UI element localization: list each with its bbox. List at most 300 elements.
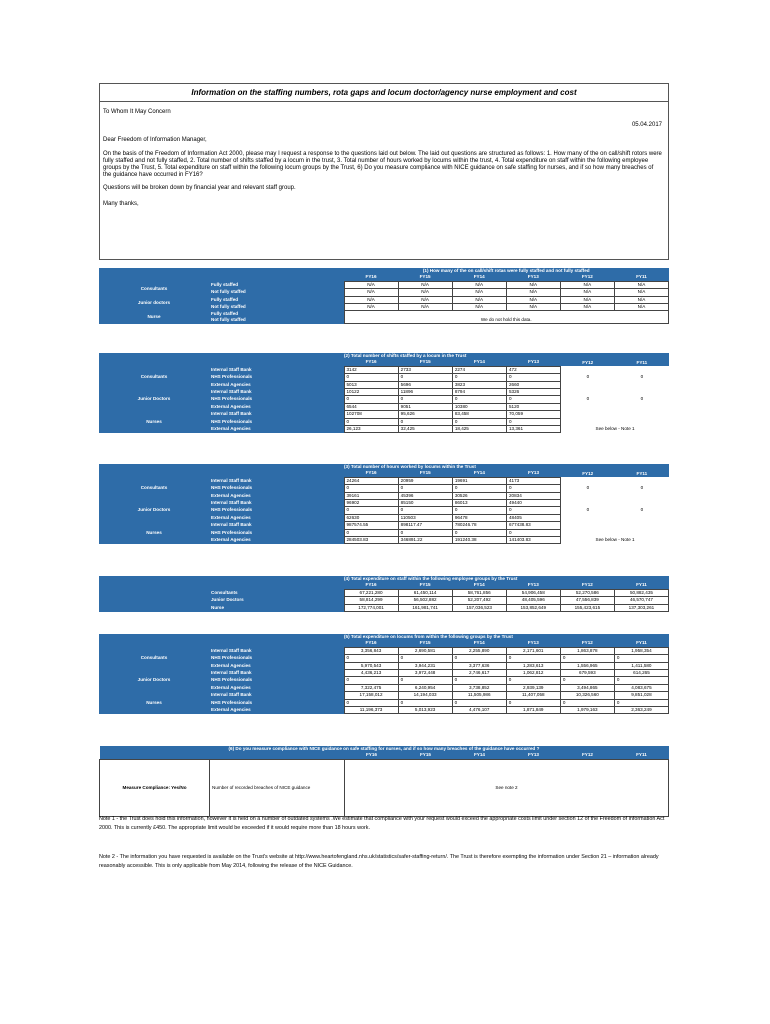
cell: 54,906,458 bbox=[506, 589, 560, 596]
cell: 0 bbox=[614, 677, 668, 684]
cell: 2,255,890 bbox=[452, 647, 506, 654]
row-label: External Agencies bbox=[209, 426, 344, 433]
year-header: FY12 bbox=[560, 640, 614, 647]
row-label: Not fully staffed bbox=[209, 317, 344, 323]
year-header: FY15 bbox=[398, 582, 452, 589]
cell: 32,425 bbox=[398, 426, 452, 433]
title-divider bbox=[100, 101, 668, 102]
year-header: FY16 bbox=[344, 582, 398, 589]
cell: N/A bbox=[452, 296, 506, 303]
cell: 8794 bbox=[452, 389, 506, 396]
cell bbox=[615, 492, 669, 499]
cell: 161,981,741 bbox=[398, 604, 452, 611]
cell: 56,502,882 bbox=[398, 597, 452, 604]
row-label: Junior Doctors bbox=[209, 597, 344, 604]
cell: N/A bbox=[506, 289, 560, 296]
cell: 0 bbox=[398, 699, 452, 706]
cell: 0 bbox=[398, 677, 452, 684]
letter-body: On the basis of the Freedom of Information Act 2000, please may I request a response to the questions laid out below. The laid out questions are structured as follows: 1. How many of the on call/shift rotors were fully staffed and not fully staffed, 2. Total number of shifts staffed by a locum in the trust, 3. Total number of hours worked by locums within the trust, 4. Total expenditure on staff within the following employee groups by the Trust, 5. Total expenditure on staff within the following locum groups by the Trust, 6) Do you measure compliance with NICE guidance on safe staffing for nurses, and if so how many breaches of the guidance have occurred in FY16? bbox=[103, 151, 662, 178]
row-label: External Agencies bbox=[209, 514, 344, 521]
cell: 86013 bbox=[452, 500, 506, 507]
section-2 bbox=[99, 353, 669, 433]
row-label: NHS Professionals bbox=[209, 655, 344, 662]
cell: N/A bbox=[614, 304, 668, 311]
section-4-title: (4) Total expenditure on staff within the following employee groups by the Trust bbox=[344, 576, 669, 582]
cell: 0 bbox=[398, 418, 452, 425]
cell: 45396 bbox=[398, 492, 452, 499]
row-label: Not fully staffed bbox=[209, 304, 344, 311]
cell: 5326 bbox=[506, 389, 560, 396]
group-label: Consultants bbox=[99, 647, 209, 669]
cell bbox=[615, 477, 669, 484]
cell: 2,690,581 bbox=[398, 647, 452, 654]
year-header: FY16 bbox=[345, 752, 399, 759]
cell: 11,407,058 bbox=[506, 692, 560, 699]
cell: 0 bbox=[506, 507, 560, 514]
group-label: Nurses bbox=[99, 411, 209, 433]
year-header: FY11 bbox=[615, 359, 669, 366]
row-label: Consultants bbox=[209, 589, 344, 596]
cell: 5,970,543 bbox=[344, 662, 398, 669]
section-6 bbox=[99, 746, 669, 817]
cell: 0 bbox=[506, 418, 560, 425]
nurse-no-data-note: We do not hold this data. bbox=[344, 311, 669, 324]
row-label: NHS Professionals bbox=[209, 396, 344, 403]
year-header: FY13 bbox=[506, 470, 560, 477]
cell: 0 bbox=[344, 374, 398, 381]
year-header: FY16 bbox=[344, 274, 398, 281]
cell: 48,405,596 bbox=[506, 597, 560, 604]
year-header: FY14 bbox=[452, 274, 506, 281]
cell: N/A bbox=[452, 304, 506, 311]
nurse-note-ref: See below - Note 1 bbox=[595, 537, 635, 543]
row-label: Internal Staff Bank bbox=[209, 500, 344, 507]
section-1 bbox=[99, 268, 669, 324]
cell: 0 bbox=[506, 374, 560, 381]
year-header: FY15 bbox=[398, 640, 452, 647]
cell: 62630 bbox=[344, 514, 398, 521]
cell: 0 bbox=[614, 699, 668, 706]
row-label: Internal Staff Bank bbox=[209, 477, 344, 484]
cell: 5013 bbox=[344, 381, 398, 388]
cell: N/A bbox=[614, 296, 668, 303]
cell: 1,979,163 bbox=[560, 707, 614, 714]
cell: N/A bbox=[452, 289, 506, 296]
row-label: NHS Professionals bbox=[209, 699, 344, 706]
cell: 2,171,601 bbox=[506, 647, 560, 654]
year-header: FY12 bbox=[561, 359, 615, 366]
table-row bbox=[100, 759, 669, 816]
cell: 0 bbox=[398, 396, 452, 403]
cell: 0 bbox=[506, 485, 560, 492]
cell: 0 bbox=[398, 485, 452, 492]
cell: 0 bbox=[452, 529, 506, 536]
cell bbox=[561, 403, 615, 410]
cell: 30526 bbox=[452, 492, 506, 499]
table-row bbox=[99, 296, 669, 303]
table-row bbox=[99, 522, 669, 529]
row-label: Internal Staff Bank bbox=[209, 411, 344, 418]
row-label: External Agencies bbox=[209, 537, 344, 544]
cell: 155,423,615 bbox=[560, 604, 614, 611]
row-label: Nurse bbox=[209, 604, 344, 611]
cell bbox=[615, 529, 669, 536]
year-header: FY13 bbox=[506, 640, 560, 647]
cell: 0 bbox=[614, 655, 668, 662]
cell: 11,196,373 bbox=[344, 707, 398, 714]
cell: 9051 bbox=[398, 403, 452, 410]
year-header: FY12 bbox=[560, 274, 614, 281]
year-header: FY16 bbox=[344, 359, 398, 366]
cell: 95,626 bbox=[398, 411, 452, 418]
row-label: Internal Staff Bank bbox=[209, 366, 344, 373]
cell: 1,863,878 bbox=[560, 647, 614, 654]
cell: N/A bbox=[614, 281, 668, 288]
cell: 50,882,435 bbox=[614, 589, 668, 596]
group-label: Consultants bbox=[99, 477, 209, 499]
group-label: Consultants bbox=[99, 366, 209, 388]
cell: N/A bbox=[344, 304, 398, 311]
cell: 4,476,107 bbox=[452, 707, 506, 714]
cell bbox=[561, 492, 615, 499]
row-label: NHS Professionals bbox=[209, 507, 344, 514]
cell: N/A bbox=[398, 296, 452, 303]
cell: 4,436,213 bbox=[344, 670, 398, 677]
cell: 47,556,839 bbox=[560, 597, 614, 604]
cell bbox=[615, 514, 669, 521]
addressee: To Whom It May Concern bbox=[103, 109, 171, 115]
cell: 61,450,114 bbox=[398, 589, 452, 596]
cell: 10122 bbox=[344, 389, 398, 396]
section-3 bbox=[99, 464, 669, 544]
row-label: Fully staffed bbox=[209, 281, 344, 288]
cell: 153,852,649 bbox=[506, 604, 560, 611]
group-label: Nurses bbox=[99, 692, 209, 714]
row-label: External Agencies bbox=[209, 662, 344, 669]
cell: N/A bbox=[344, 289, 398, 296]
cell: 0 bbox=[398, 507, 452, 514]
row-label: NHS Professionals bbox=[209, 677, 344, 684]
cell: 18,425 bbox=[452, 426, 506, 433]
row-label: Fully staffed bbox=[209, 311, 344, 317]
cell: 0 bbox=[506, 529, 560, 536]
cell: 0 bbox=[344, 677, 398, 684]
cell: 0 bbox=[452, 507, 506, 514]
year-header: FY13 bbox=[506, 274, 560, 281]
row-label: NHS Professionals bbox=[209, 374, 344, 381]
cell: 96478 bbox=[452, 514, 506, 521]
cell bbox=[561, 411, 615, 418]
cell: 70,059 bbox=[506, 411, 560, 418]
row-label: Internal Staff Bank bbox=[209, 647, 344, 654]
cell: 83,458 bbox=[452, 411, 506, 418]
year-header: FY14 bbox=[452, 640, 506, 647]
group-label: Nurses bbox=[99, 522, 209, 544]
table-row bbox=[99, 670, 669, 677]
cell bbox=[615, 389, 669, 396]
cell: 3,494,865 bbox=[560, 684, 614, 691]
cell bbox=[615, 366, 669, 373]
cell: 5120 bbox=[506, 403, 560, 410]
cell: 677438.83 bbox=[506, 522, 560, 529]
salutation: Dear Freedom of Information Manager, bbox=[103, 137, 207, 143]
year-header: FY11 bbox=[615, 470, 669, 477]
cell: 0 bbox=[640, 374, 644, 380]
cell: 1,411,580 bbox=[614, 662, 668, 669]
cell: 52,207,492 bbox=[452, 597, 506, 604]
cell: N/A bbox=[398, 304, 452, 311]
compliance-label: Measure Compliance: Yes/No bbox=[100, 759, 210, 816]
table-row bbox=[99, 311, 669, 317]
table-row bbox=[99, 604, 669, 611]
section-6-title: (6) Do you measure compliance with NICE guidance on safe staffing for nurses, and if so how many breaches of the guidance have occurred ? bbox=[100, 746, 669, 752]
row-label: NHS Professionals bbox=[209, 485, 344, 492]
cell: 49440 bbox=[506, 500, 560, 507]
group-label: Junior Doctors bbox=[99, 500, 209, 522]
cell: 0 bbox=[398, 529, 452, 536]
cell: 58,814,299 bbox=[344, 597, 398, 604]
cell: 14,194,033 bbox=[398, 692, 452, 699]
cell: N/A bbox=[398, 289, 452, 296]
cell: N/A bbox=[560, 304, 614, 311]
cell: N/A bbox=[614, 289, 668, 296]
cell: 346891.22 bbox=[398, 537, 452, 544]
cell: 0 bbox=[586, 396, 590, 402]
cell: 96902 bbox=[344, 500, 398, 507]
note-2: Note 2 - The information you have requested is available on the Trust's website at http://www.heartofengland.nhs.uk/statistics/safer-staffing-return/. The Trust is therefore exempting the information under Section 21 – information already reasonably accessible. This is only applicable from May 2014, following the release of the NICE Guidance. bbox=[99, 854, 659, 869]
cell bbox=[561, 418, 615, 425]
row-label: Internal Staff Bank bbox=[209, 692, 344, 699]
cell: 3,356,843 bbox=[344, 647, 398, 654]
cell: 157,036,523 bbox=[452, 604, 506, 611]
cell: 3,944,231 bbox=[398, 662, 452, 669]
cell: 1,871,849 bbox=[506, 707, 560, 714]
row-label: Fully staffed bbox=[209, 296, 344, 303]
section-3-title: (3) Total number of hours worked by locums within the Trust bbox=[344, 464, 669, 470]
table-row bbox=[99, 281, 669, 288]
cell: 110503 bbox=[398, 514, 452, 521]
year-header: FY12 bbox=[561, 470, 615, 477]
cell: 0 bbox=[506, 655, 560, 662]
cell: 0 bbox=[452, 699, 506, 706]
cell: 0 bbox=[452, 418, 506, 425]
year-header: FY13 bbox=[507, 752, 561, 759]
cell: 898117.47 bbox=[398, 522, 452, 529]
cell: 172,774,001 bbox=[344, 604, 398, 611]
cell: N/A bbox=[560, 281, 614, 288]
cell: 52,270,586 bbox=[560, 589, 614, 596]
cell: 0 bbox=[560, 655, 614, 662]
section-1-title: (1) How many of the on call/shift rotas were fully staffed and not fully staffed bbox=[344, 268, 669, 274]
table-row bbox=[99, 366, 669, 373]
cell: 7,322,475 bbox=[344, 684, 398, 691]
cell: 0 bbox=[344, 418, 398, 425]
cell: 3142 bbox=[344, 366, 398, 373]
see-note-2: See note 2 bbox=[345, 759, 669, 816]
cell: 102708 bbox=[344, 411, 398, 418]
nurse-note-ref: See below - Note 1 bbox=[595, 426, 635, 432]
request-letter bbox=[99, 83, 669, 260]
cell: 6544 bbox=[344, 403, 398, 410]
cell: N/A bbox=[344, 296, 398, 303]
cell: 39161 bbox=[344, 492, 398, 499]
cell: 9,851,028 bbox=[614, 692, 668, 699]
cell: 3823 bbox=[452, 381, 506, 388]
group-label: Nurse bbox=[99, 311, 209, 324]
sign-off: Many thanks, bbox=[103, 201, 139, 207]
cell: 0 bbox=[640, 507, 644, 513]
group-label: Junior doctors bbox=[99, 296, 209, 311]
cell: 2,363,249 bbox=[614, 707, 668, 714]
cell: 0 bbox=[586, 507, 590, 513]
cell: 0 bbox=[640, 396, 644, 402]
section-5 bbox=[99, 634, 669, 714]
cell: 0 bbox=[344, 699, 398, 706]
cell: 0 bbox=[640, 485, 644, 491]
group-label: Consultants bbox=[99, 281, 209, 296]
row-label: NHS Professionals bbox=[209, 529, 344, 536]
cell: 0 bbox=[344, 655, 398, 662]
cell: 2274 bbox=[452, 366, 506, 373]
cell: 24264 bbox=[344, 477, 398, 484]
cell: 20959 bbox=[398, 477, 452, 484]
section-5-title: (5) Total expenditure on locums from within the following groups by the Trust bbox=[344, 634, 669, 640]
cell: 0 bbox=[398, 374, 452, 381]
group-label: Junior Doctors bbox=[99, 389, 209, 411]
cell: 5696 bbox=[398, 381, 452, 388]
cell: 0 bbox=[452, 485, 506, 492]
row-label: Not fully staffed bbox=[209, 289, 344, 296]
cell: 10380 bbox=[452, 403, 506, 410]
year-header: FY13 bbox=[506, 582, 560, 589]
row-label: Internal Staff Bank bbox=[209, 389, 344, 396]
year-header: FY15 bbox=[398, 470, 452, 477]
cell: 17,158,012 bbox=[344, 692, 398, 699]
breaches-label: Number of recorded breaches of NICE guidance bbox=[210, 759, 345, 816]
table-row bbox=[99, 500, 669, 507]
cell: 0 bbox=[452, 374, 506, 381]
cell bbox=[615, 403, 669, 410]
section-2-title: (2) Total number of shifts staffed by a locum in the Trust bbox=[344, 353, 669, 359]
table-row bbox=[99, 477, 669, 484]
row-label: NHS Professionals bbox=[209, 418, 344, 425]
cell: N/A bbox=[506, 304, 560, 311]
year-header: FY14 bbox=[452, 470, 506, 477]
cell: 679,593 bbox=[560, 670, 614, 677]
cell: 0 bbox=[586, 485, 590, 491]
cell: 0 bbox=[560, 677, 614, 684]
group-label: Junior Doctors bbox=[99, 670, 209, 692]
table-row bbox=[99, 411, 669, 418]
cell bbox=[615, 411, 669, 418]
cell: 46,570,747 bbox=[614, 597, 668, 604]
year-header: FY12 bbox=[561, 752, 615, 759]
cell: 11,505,986 bbox=[452, 692, 506, 699]
section-4 bbox=[99, 576, 669, 612]
year-header: FY11 bbox=[614, 582, 668, 589]
cell: 4173 bbox=[506, 477, 560, 484]
cell: 141403.83 bbox=[506, 537, 560, 544]
cell bbox=[561, 522, 615, 529]
year-header: FY14 bbox=[453, 752, 507, 759]
cell: 3,972,448 bbox=[398, 670, 452, 677]
cell bbox=[561, 477, 615, 484]
cell: 3,377,636 bbox=[452, 662, 506, 669]
row-label: External Agencies bbox=[209, 381, 344, 388]
cell: 0 bbox=[506, 677, 560, 684]
table-row bbox=[99, 589, 669, 596]
cell: 0 bbox=[452, 677, 506, 684]
cell: 0 bbox=[452, 396, 506, 403]
year-header: FY11 bbox=[615, 752, 669, 759]
table-row bbox=[99, 692, 669, 699]
cell: 2,746,617 bbox=[452, 670, 506, 677]
cell: 20834 bbox=[506, 492, 560, 499]
cell: N/A bbox=[506, 281, 560, 288]
year-header: FY13 bbox=[506, 359, 560, 366]
cell: 5,013,923 bbox=[398, 707, 452, 714]
cell: 10,326,560 bbox=[560, 692, 614, 699]
cell: 137,303,261 bbox=[614, 604, 668, 611]
year-header: FY12 bbox=[560, 582, 614, 589]
cell: 987574.55 bbox=[344, 522, 398, 529]
cell: 780246.78 bbox=[452, 522, 506, 529]
row-label: External Agencies bbox=[209, 684, 344, 691]
cell: N/A bbox=[452, 281, 506, 288]
cell bbox=[615, 381, 669, 388]
cell: 1,556,965 bbox=[560, 662, 614, 669]
cell bbox=[561, 381, 615, 388]
cell: 1,062,812 bbox=[506, 670, 560, 677]
cell: 26,123 bbox=[344, 426, 398, 433]
cell: 19691 bbox=[452, 477, 506, 484]
cell: N/A bbox=[560, 296, 614, 303]
year-header: FY15 bbox=[398, 274, 452, 281]
document-title: Information on the staffing numbers, rota gaps and locum doctor/agency nurse employment and cost bbox=[191, 88, 577, 97]
year-header: FY14 bbox=[452, 359, 506, 366]
cell: 6,240,954 bbox=[398, 684, 452, 691]
cell: 0 bbox=[506, 396, 560, 403]
cell: 0 bbox=[506, 699, 560, 706]
cell: 2,939,139 bbox=[506, 684, 560, 691]
cell: N/A bbox=[560, 289, 614, 296]
cell: 191240.38 bbox=[452, 537, 506, 544]
cell bbox=[561, 529, 615, 536]
cell: 4,083,675 bbox=[614, 684, 668, 691]
table-row bbox=[99, 647, 669, 654]
cell: 3,738,852 bbox=[452, 684, 506, 691]
year-header: FY16 bbox=[344, 470, 398, 477]
cell bbox=[561, 366, 615, 373]
cell: 85150 bbox=[398, 500, 452, 507]
cell bbox=[615, 418, 669, 425]
cell: 0 bbox=[452, 655, 506, 662]
cell: 0 bbox=[344, 507, 398, 514]
cell bbox=[615, 522, 669, 529]
cell: N/A bbox=[344, 281, 398, 288]
table-row bbox=[99, 389, 669, 396]
row-label: External Agencies bbox=[209, 492, 344, 499]
note-1: Note 1 - the Trust does hold this information, however it is held on a number of outdated systems .We estimate that compliance with your request would exceed the appropriate costs limit under section 12 of the Freedom of information Act 2000. This is currently £450. The appropriate limit would be exceeded if it would require more than 18 hours work. bbox=[99, 816, 665, 831]
year-header: FY14 bbox=[452, 582, 506, 589]
cell: 11896 bbox=[398, 389, 452, 396]
cell bbox=[561, 500, 615, 507]
cell bbox=[561, 389, 615, 396]
cell: 614,265 bbox=[614, 670, 668, 677]
cell: 0 bbox=[344, 396, 398, 403]
breakdown-text: Questions will be broken down by financial year and relevant staff group. bbox=[103, 185, 296, 191]
cell: 472 bbox=[506, 366, 560, 373]
